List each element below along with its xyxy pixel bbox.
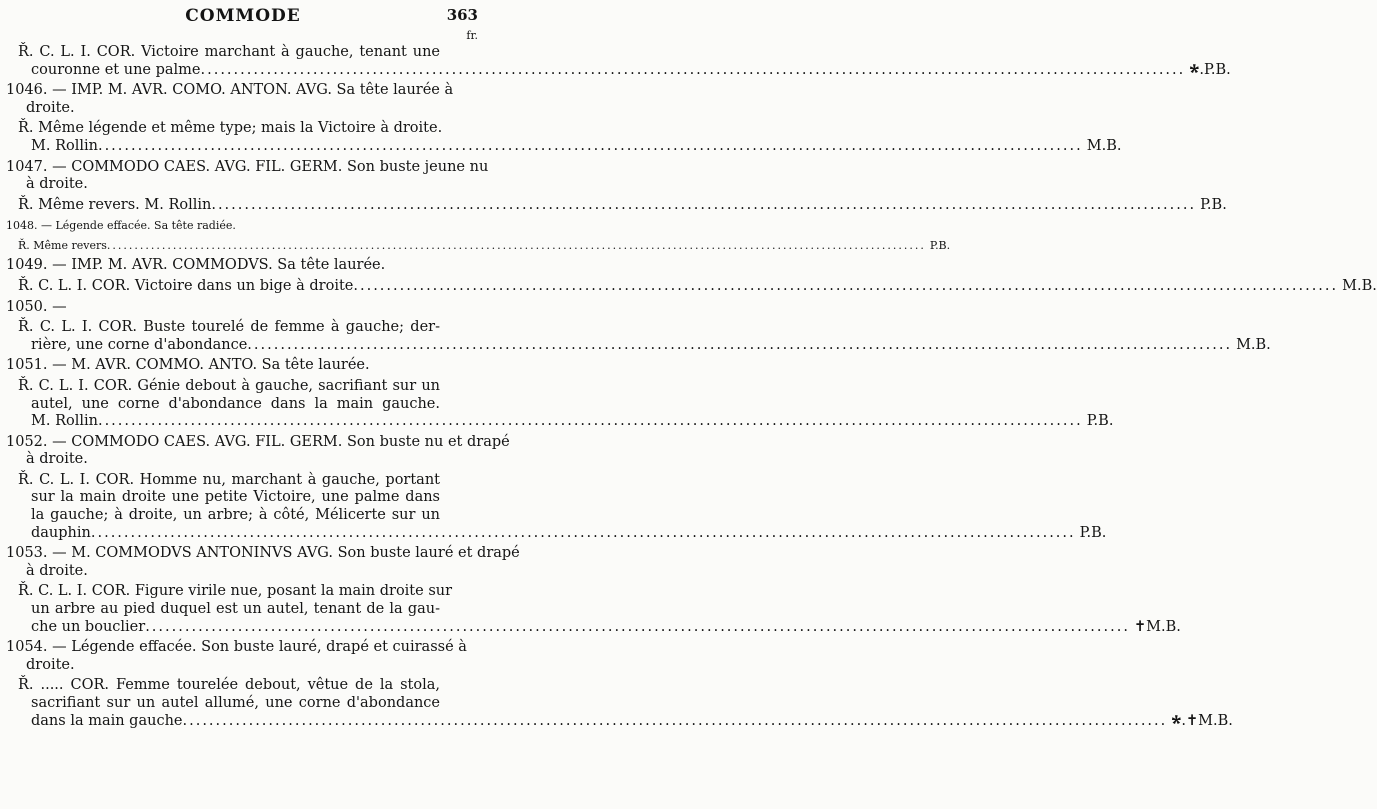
entry-line: Ř. Même légende et même type; mais la Victoire à droite. [18,120,443,137]
coin-entry [6,545,520,580]
entry-trail-line [18,618,1181,637]
entry-line: 1054. — Légende effacée. Son buste lauré, drapé et cuirassé à [6,639,467,656]
entry-trail-line [18,712,1233,731]
entry-description: che un bouclier [31,618,146,635]
entry-line: 1049. — IMP. M. AVR. COMMODVS. Sa tête laurée. [6,257,386,274]
entry-line: la gauche; à droite, un arbre; à côté, Mélicerte sur un [31,507,440,524]
entry-trail-line [18,524,1107,543]
reverse-entry [6,583,1181,636]
entry-trail-line [18,336,1271,355]
entry-description: Ř. C. L. I. COR. Victoire dans un bige à droite [18,277,354,294]
dot-leader [201,62,1186,80]
entry-line: 1050. — [6,298,67,315]
entry-line: sacrifiant sur un autel allumé, une corne d'abondance [31,695,440,711]
catalogue-entries [6,44,1377,733]
reverse-entry [6,319,1271,354]
reverse-entry [6,120,1122,155]
entry-trail-line [18,277,1377,296]
rarity-value: P.B. [929,239,951,253]
dot-leader [98,138,1083,156]
coin-entry [6,639,467,674]
page-number: 363 [446,6,478,24]
entry-line: 1052. — COMMODO CAES. AVG. FIL. GERM. Son buste nu et drapé [6,433,510,450]
dot-leader [211,197,1196,215]
rarity-value: ✝M.B. [1133,618,1181,635]
entry-line: 1047. — COMMODO CAES. AVG. FIL. GERM. Son buste jeune nu [6,158,489,175]
entry-line: droite. [26,656,75,673]
coin-entry [6,158,489,194]
entry-description: Ř. Même revers [18,239,107,253]
rarity-value: M.B. [1086,137,1122,154]
entry-line: 1051. — M. AVR. COMMO. ANTO. Sa tête laurée. [6,357,370,374]
entry-line: Ř. C. L. I. COR. Figure virile nue, posant la main droite sur [18,583,453,600]
dot-leader [98,413,1083,431]
entry-line: un arbre au pied duquel est un autel, tenant de la gau- [31,601,440,618]
rarity-value: M.B. [1236,336,1271,353]
entry-trail-line [18,61,1231,80]
price-unit-note: fr. [466,29,478,42]
reverse-entry [6,196,1227,215]
entry-line: Ř. C. L. I. COR. Buste tourelé de femme à gauche; der- [18,319,440,336]
entry-description: dauphin [31,524,91,541]
rarity-value: P.B. [1200,196,1227,213]
entry-line: droite. [26,99,75,116]
reverse-entry [6,44,1231,79]
entry-description: M. Rollin [31,413,98,430]
rarity-value: 🞲.P.B. [1189,61,1231,78]
entry-trail-line [18,196,1227,215]
coin-entry [6,357,440,375]
entry-line: 1046. — IMP. M. AVR. COMO. ANTON. AVG. Sa tête laurée à [6,82,454,99]
entry-line: Ř. C. L. I. COR. Homme nu, marchant à gauche, portant [18,471,440,488]
coin-entry [6,217,440,234]
reverse-entry [6,237,951,254]
dot-leader [183,713,1168,731]
entry-description: couronne et une palme [31,61,201,78]
reverse-entry [6,277,1377,296]
entry-line: à droite. [26,451,88,468]
entry-trail-line [18,237,951,254]
entry-line: autel, une corne d'abondance dans la main gauche. [31,395,440,412]
entry-line: Ř. C. L. I. COR. Génie debout à gauche, sacrifiant sur un [18,377,440,394]
entry-description: rière, une corne d'abondance [31,336,248,353]
rarity-value: 🞲.✝M.B. [1171,712,1233,729]
entry-line: à droite. [26,176,88,193]
coin-entry [6,433,510,469]
entry-line: à droite. [26,562,88,579]
entry-trail-line [18,137,1122,156]
rarity-value: P.B. [1079,524,1107,541]
dot-leader [247,337,1232,355]
rarity-value: P.B. [1086,413,1114,430]
dot-leader [353,278,1338,296]
dot-leader [107,237,926,254]
running-title: COMMODE [185,6,301,26]
entry-line: sur la main droite une petite Victoire, une palme dans [31,489,440,506]
reverse-entry [6,377,1114,431]
coin-entry [6,82,454,117]
dot-leader [145,619,1130,637]
reverse-entry [6,471,1107,542]
entry-line: Ř. ..... COR. Femme tourelée debout, vêtue de la stola, [18,677,440,694]
reverse-entry [6,677,1233,730]
entry-line: 1053. — M. COMMODVS ANTONINVS AVG. Son buste lauré et drapé [6,545,520,562]
coin-entry [6,299,440,317]
entry-description: Ř. Même revers. M. Rollin [18,196,212,213]
entry-line: 1048. — Légende effacée. Sa tête radiée. [6,219,236,233]
entry-line: Ř. C. L. I. COR. Victoire marchant à gauche, tenant une [18,44,440,60]
rarity-value: M.B. [1342,277,1377,294]
entry-trail-line [18,413,1114,431]
coin-entry [6,257,440,275]
entry-description: dans la main gauche [31,712,183,729]
dot-leader [91,525,1076,543]
entry-description: M. Rollin [31,137,98,154]
